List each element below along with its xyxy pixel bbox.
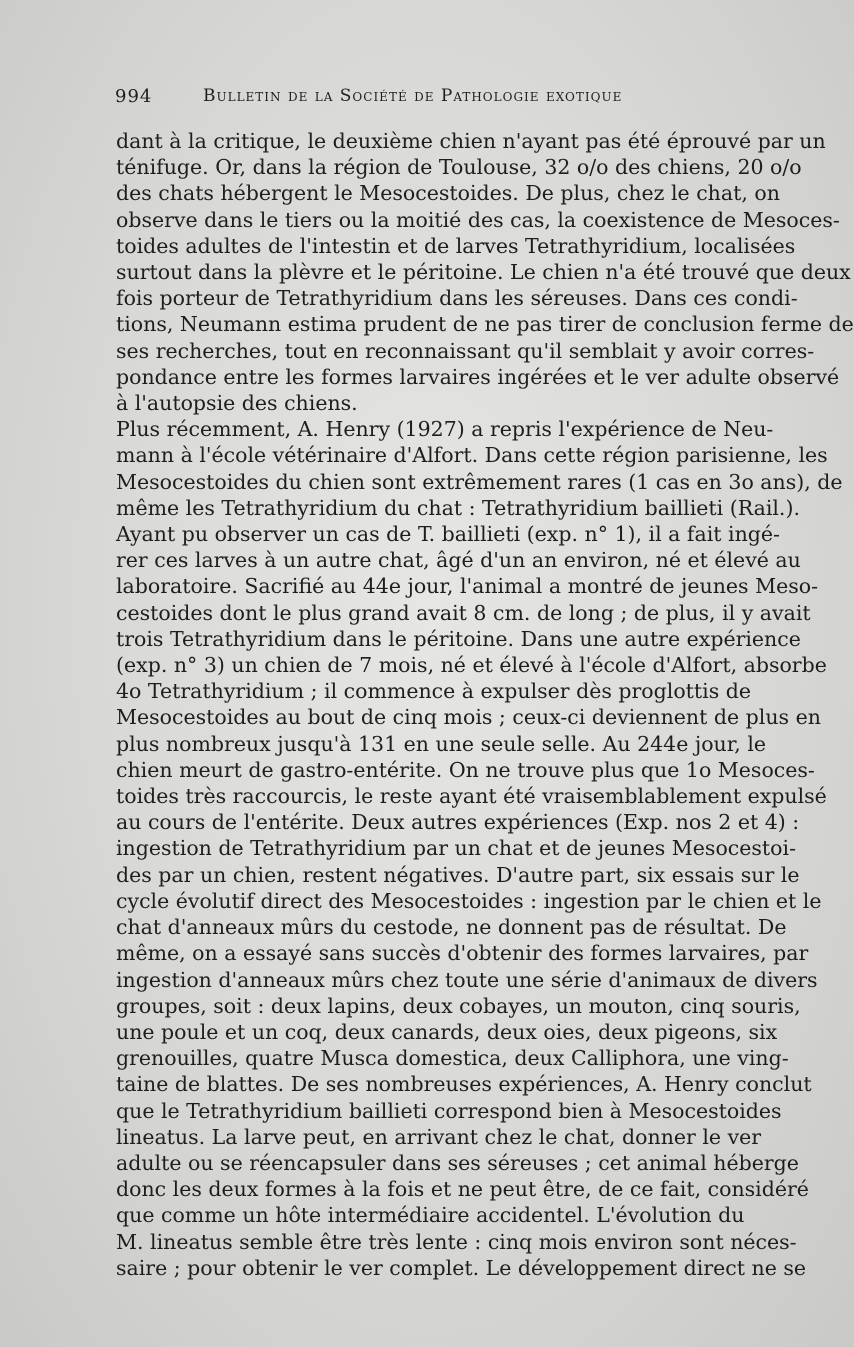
text-line: chien meurt de gastro-entérite. On ne trouve plus que 1o Mesoces-: [116, 757, 815, 782]
text-line: (exp. n° 3) un chien de 7 mois, né et élevé à l'école d'Alfort, absorbe: [116, 653, 827, 678]
text-line: Plus récemment, A. Henry (1927) a repris l'expérience de Neu-: [116, 417, 774, 442]
text-line: des par un chien, restent négatives. D'autre part, six essais sur le: [116, 862, 800, 887]
text-line: observe dans le tiers ou la moitié des cas, la coexistence de Mesoces-: [116, 207, 840, 232]
text-line: cestoides dont le plus grand avait 8 cm. de long ; de plus, il y avait: [116, 600, 811, 625]
text-line: une poule et un coq, deux canards, deux oies, deux pigeons, six: [116, 1019, 778, 1044]
text-line: taine de blattes. De ses nombreuses expériences, A. Henry conclut: [116, 1072, 812, 1097]
page-header: [115, 86, 675, 116]
body-text: [116, 128, 854, 1281]
text-line: dant à la critique, le deuxième chien n'ayant pas été éprouvé par un: [116, 129, 826, 153]
text-line: donc les deux formes à la fois et ne peut être, de ce fait, considéré: [116, 1177, 809, 1202]
text-line: même, on a essayé sans succès d'obtenir des formes larvaires, par: [116, 941, 809, 966]
text-line: ses recherches, tout en reconnaissant qu'il semblait y avoir corres-: [116, 338, 815, 363]
text-line: trois Tetrathyridium dans le péritoine. Dans une autre expérience: [116, 626, 801, 651]
text-line: Mesocestoides au bout de cinq mois ; ceux-ci deviennent de plus en: [116, 705, 821, 730]
text-line: pondance entre les formes larvaires ingérées et le ver adulte observé: [116, 364, 840, 389]
text-line: ingestion de Tetrathyridium par un chat et de jeunes Mesocestoi-: [116, 836, 796, 861]
text-line: même les Tetrathyridium du chat : Tetrathyridium baillieti (Rail.).: [116, 495, 800, 520]
text-line: à l'autopsie des chiens.: [116, 391, 358, 416]
text-line: au cours de l'entérite. Deux autres expériences (Exp. nos 2 et 4) :: [116, 810, 800, 835]
text-line: grenouilles, quatre Musca domestica, deux Calliphora, une ving-: [116, 1046, 789, 1071]
text-line: surtout dans la plèvre et le péritoine. Le chien n'a été trouvé que deux: [116, 260, 851, 285]
text-line: que comme un hôte intermédiaire accidentel. L'évolution du: [116, 1203, 745, 1228]
text-line: plus nombreux jusqu'à 131 en une seule selle. Au 244e jour, le: [116, 731, 767, 756]
text-line: 4o Tetrathyridium ; il commence à expulser dès proglottis de: [116, 679, 751, 704]
text-line: toides adultes de l'intestin et de larves Tetrathyridium, localisées: [116, 233, 796, 258]
page-number: 994: [115, 86, 153, 107]
text-line: tions, Neumann estima prudent de ne pas tirer de conclusion ferme de: [116, 312, 854, 337]
running-head: Bulletin de la Société de Pathologie exotique: [203, 86, 623, 106]
text-line: ténifuge. Or, dans la région de Toulouse, 32 o/o des chiens, 20 o/o: [116, 155, 802, 180]
text-line: Mesocestoides du chien sont extrêmement rares (1 cas en 3o ans), de: [116, 469, 843, 494]
text-line: cycle évolutif direct des Mesocestoides : ingestion par le chien et le: [116, 888, 822, 913]
text-line: ingestion d'anneaux mûrs chez toute une série d'animaux de divers: [116, 967, 818, 992]
text-line: saire ; pour obtenir le ver complet. Le développement direct ne se: [116, 1255, 807, 1280]
text-line: laboratoire. Sacrifié au 44e jour, l'animal a montré de jeunes Meso-: [116, 574, 819, 599]
text-line: chat d'anneaux mûrs du cestode, ne donnent pas de résultat. De: [116, 915, 787, 940]
text-line: mann à l'école vétérinaire d'Alfort. Dans cette région parisienne, les: [116, 443, 828, 468]
text-line: adulte ou se réencapsuler dans ses séreuses ; cet animal héberge: [116, 1150, 799, 1175]
text-line: que le Tetrathyridium baillieti correspond bien à Mesocestoides: [116, 1098, 782, 1123]
text-line: lineatus. La larve peut, en arrivant chez le chat, donner le ver: [116, 1124, 762, 1149]
text-line: Ayant pu observer un cas de T. baillieti (exp. n° 1), il a fait ingé-: [116, 522, 780, 547]
text-line: rer ces larves à un autre chat, âgé d'un an environ, né et élevé au: [116, 548, 801, 573]
text-line: toides très raccourcis, le reste ayant été vraisemblablement expulsé: [116, 784, 827, 809]
text-line: fois porteur de Tetrathyridium dans les séreuses. Dans ces condi-: [116, 286, 798, 311]
text-line: groupes, soit : deux lapins, deux cobayes, un mouton, cinq souris,: [116, 993, 801, 1018]
text-line: des chats hébergent le Mesocestoides. De plus, chez le chat, on: [116, 181, 780, 206]
text-line: M. lineatus semble être très lente : cinq mois environ sont néces-: [116, 1229, 797, 1254]
